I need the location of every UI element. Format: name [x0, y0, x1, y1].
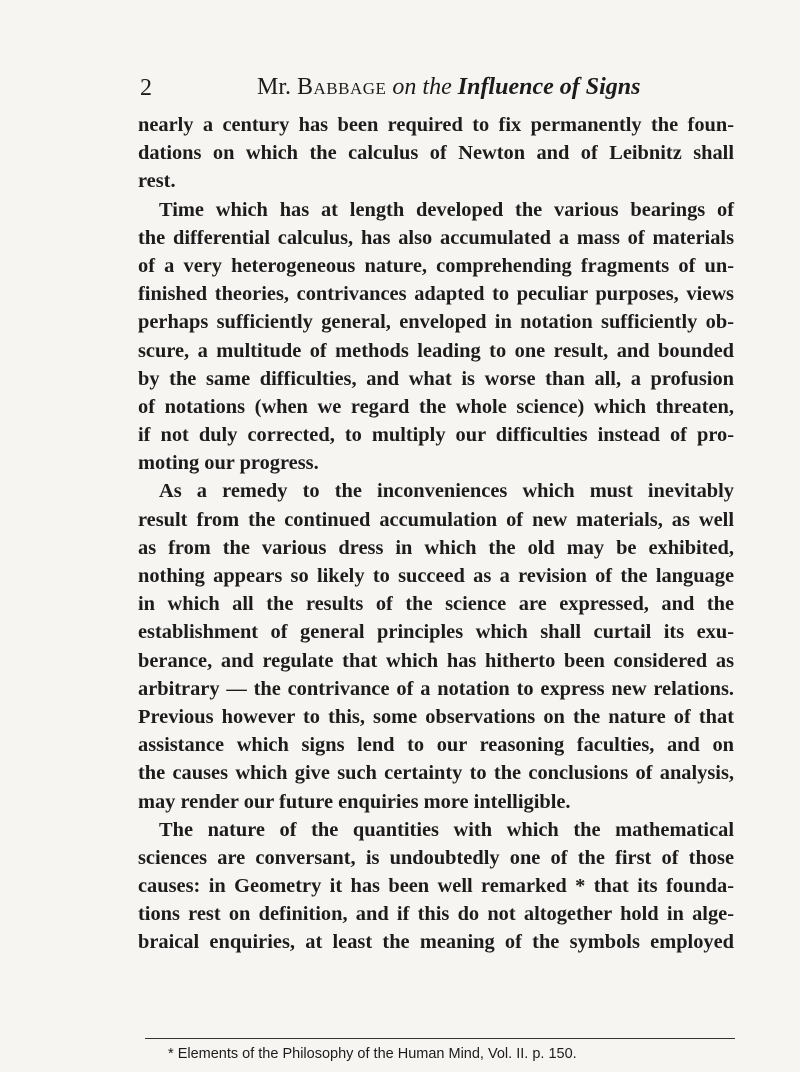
text-line: if not duly corrected, to multiply our difficulties instead of pro-: [138, 424, 734, 447]
text-line: nearly a century has been required to fix permanently the foun-: [138, 114, 734, 136]
running-head-author: [257, 74, 386, 100]
text-line: finished theories, contrivances adapted to peculiar purposes, views: [138, 283, 734, 306]
text-line: Time which has at length developed the various bearings of: [159, 198, 734, 221]
text-line: establishment of general principles which shall curtail its exu-: [138, 621, 734, 644]
text-line: tions rest on definition, and if this do not altogether hold in alge-: [138, 903, 734, 926]
title-main: Influence of Signs: [457, 74, 641, 100]
footnote-marker: *: [168, 1046, 174, 1062]
text-line: braical enquiries, at least the meaning of the symbols employed: [138, 931, 734, 954]
text-line: causes: in Geometry it has been well remarked * that its founda-: [138, 875, 734, 898]
author-prefix: Mr.: [257, 74, 292, 100]
text-line: scure, a multitude of methods leading to one result, and bounded: [138, 339, 734, 362]
text-line: of notations (when we regard the whole science) which threaten,: [138, 395, 734, 418]
page-number: 2: [140, 75, 152, 101]
text-line: perhaps sufficiently general, enveloped in notation sufficiently ob-: [138, 311, 734, 334]
paragraph: [138, 816, 734, 957]
body-text: [138, 111, 734, 957]
author-name: Babbage: [297, 74, 387, 100]
text-line: The nature of the quantities with which the mathematical: [159, 818, 734, 841]
text-line: assistance which signs lend to our reasoning faculties, and on: [138, 734, 734, 757]
paragraph: [138, 196, 734, 478]
text-line: by the same difficulties, and what is worse than all, a profusion: [138, 367, 734, 390]
text-line: berance, and regulate that which has hitherto been considered as: [138, 649, 734, 672]
text-line: may render our future enquiries more intelligible.: [138, 790, 571, 813]
text-line: sciences are conversant, is undoubtedly one of the first of those: [138, 846, 734, 869]
running-head-title: [392, 74, 640, 100]
text-line: as from the various dress in which the old may be exhibited,: [138, 536, 734, 559]
text-line: nothing appears so likely to succeed as a revision of the language: [138, 565, 734, 587]
text-line: dations on which the calculus of Newton and of Leibnitz shall: [138, 142, 734, 165]
text-line: rest.: [138, 170, 176, 193]
text-line: arbitrary — the contrivance of a notation to express new relations.: [138, 677, 734, 700]
footnote: [168, 1044, 728, 1064]
paragraph: [138, 111, 734, 196]
text-line: the causes which give such certainty to the conclusions of analysis,: [138, 762, 734, 785]
text-line: Previous however to this, some observations on the nature of that: [138, 705, 734, 728]
title-connector: on the: [392, 74, 452, 100]
running-head: [257, 72, 657, 102]
text-line: in which all the results of the science are expressed, and the: [138, 593, 734, 616]
text-line: the differential calculus, has also accumulated a mass of materials: [138, 226, 734, 249]
paragraph: [138, 477, 734, 815]
text-line: As a remedy to the inconveniences which must inevitably: [159, 480, 734, 503]
text-line: of a very heterogeneous nature, comprehending fragments of un-: [138, 254, 734, 277]
footnote-divider: [145, 1038, 735, 1039]
text-line: moting our progress.: [138, 452, 319, 475]
footnote-text: Elements of the Philosophy of the Human Mind, Vol. II. p. 150.: [177, 1046, 577, 1062]
text-line: result from the continued accumulation of new materials, as well: [138, 508, 734, 531]
